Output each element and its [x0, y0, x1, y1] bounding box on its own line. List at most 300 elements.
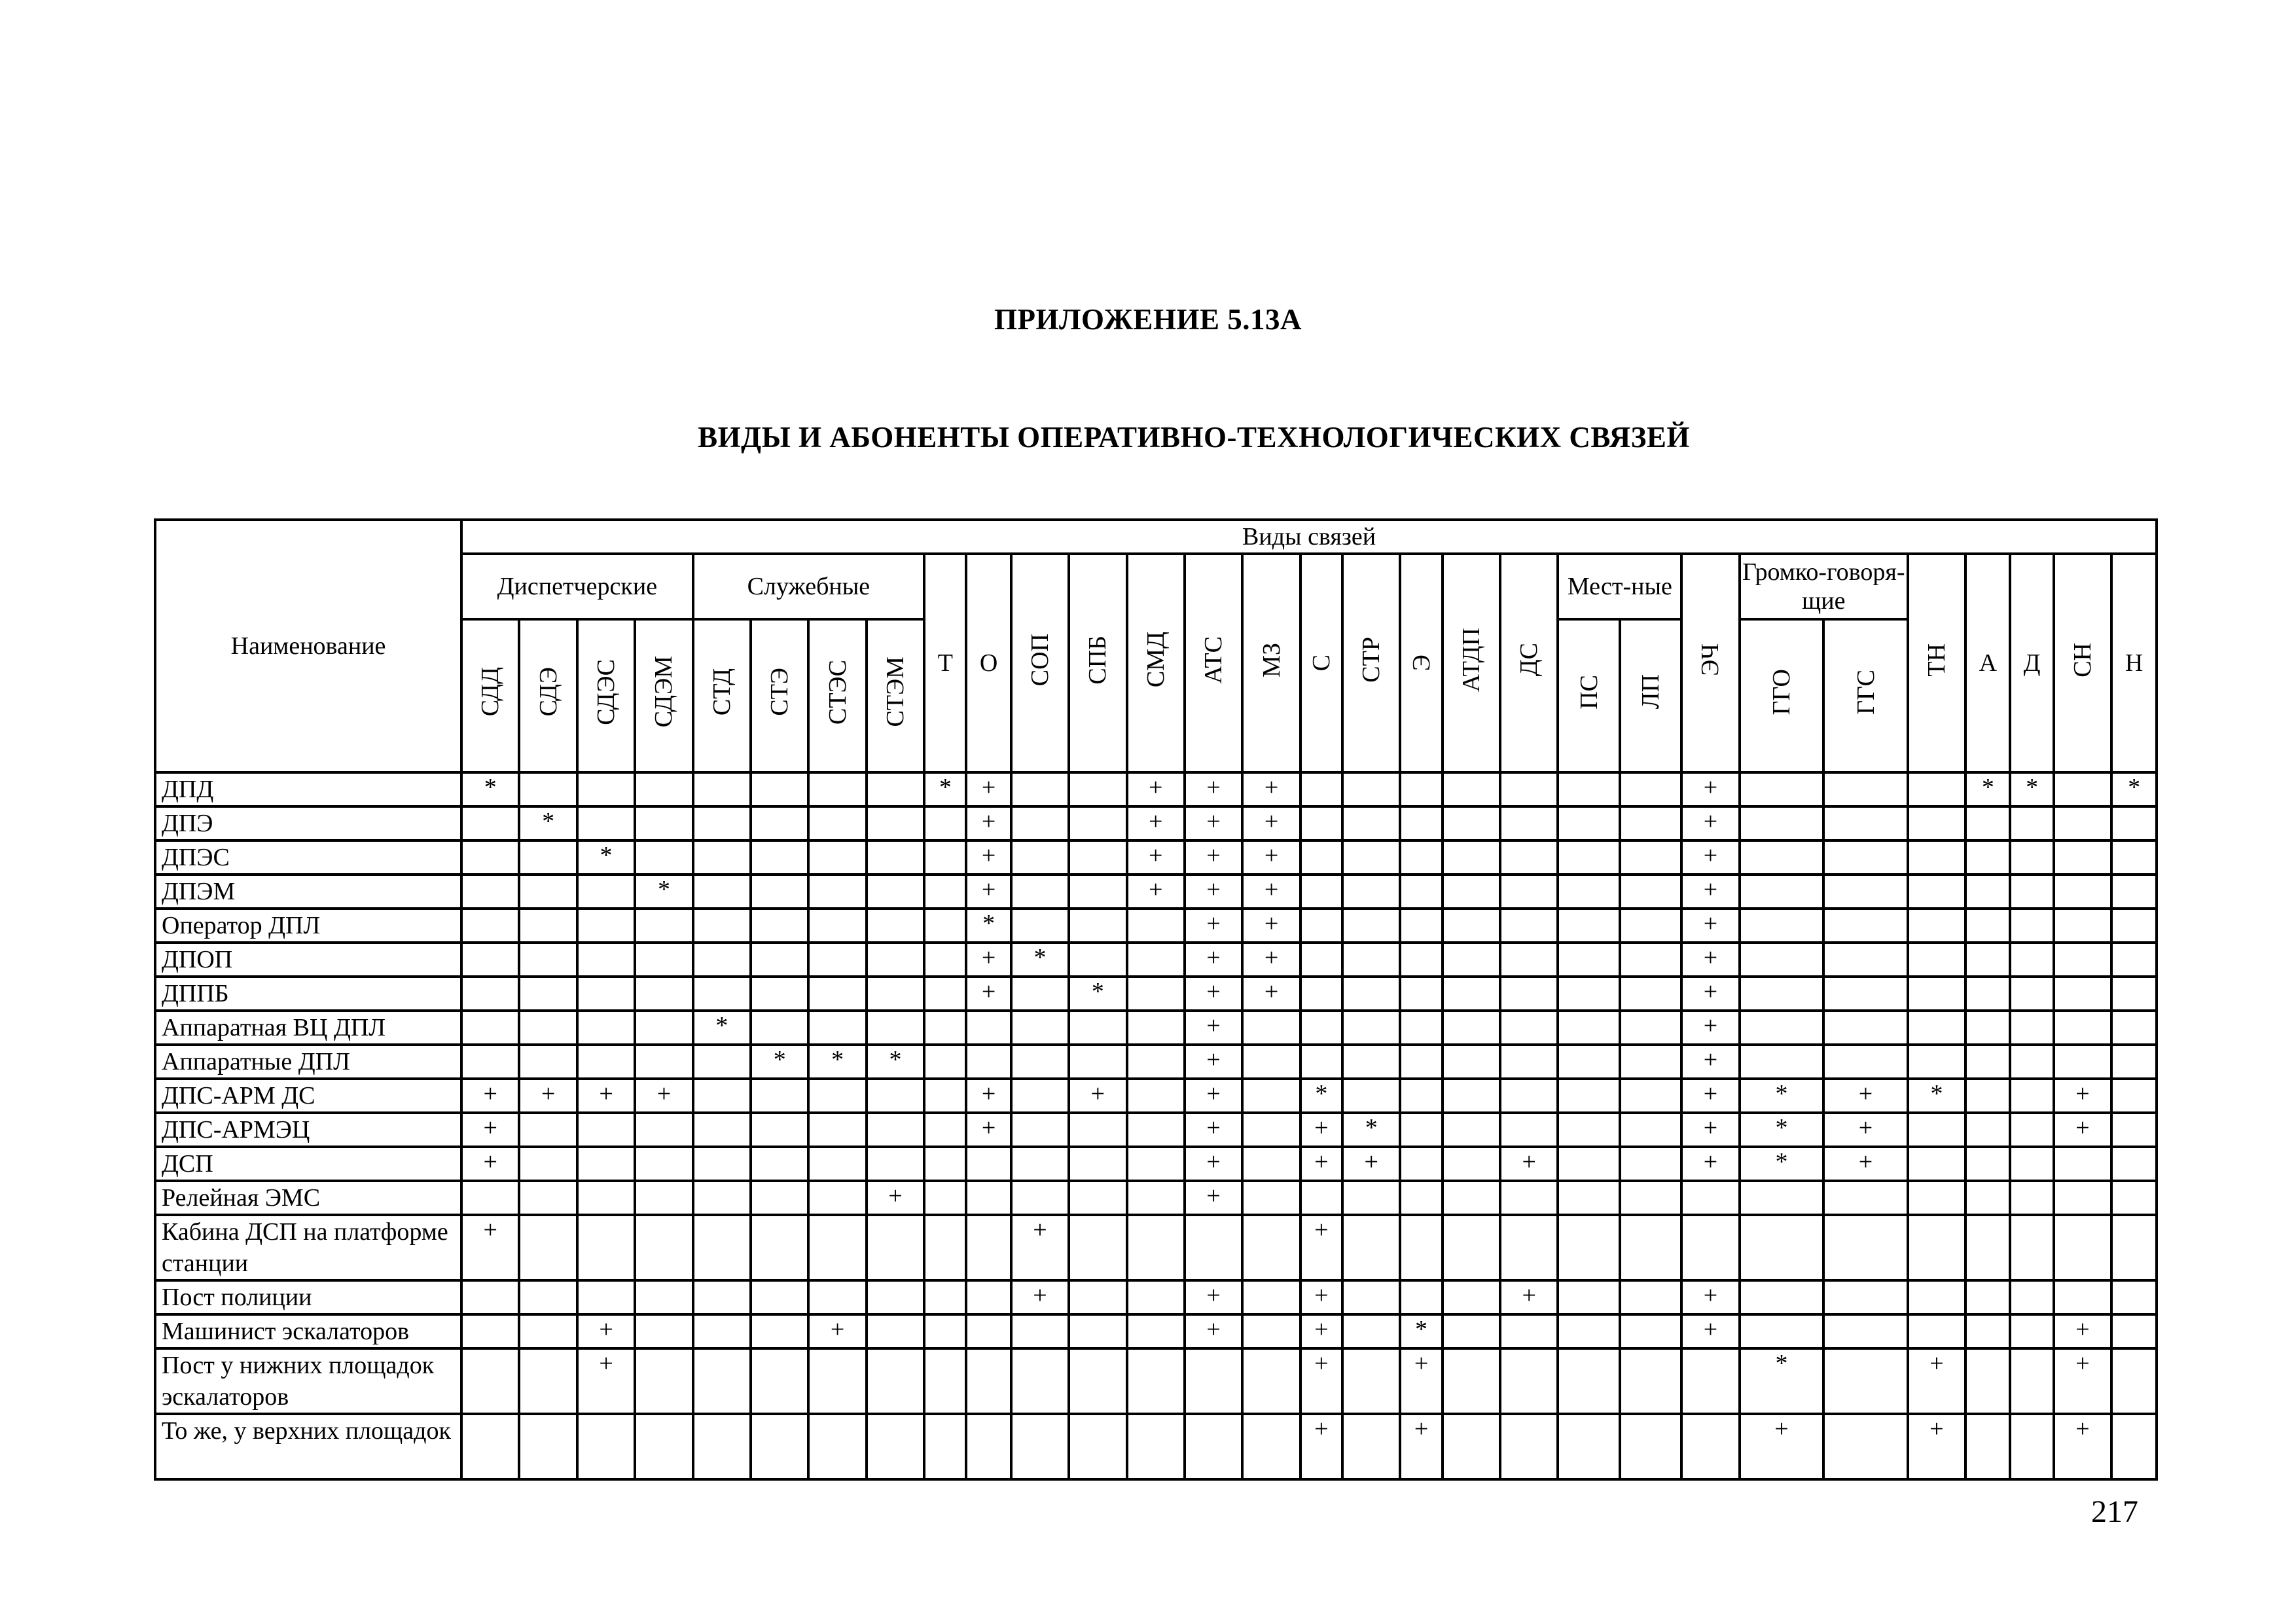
col-header-12 [1127, 554, 1185, 772]
row-name: ДПС-АРМ ДС [155, 1079, 461, 1113]
cell-сдэ [519, 1113, 577, 1147]
cell-э [1400, 875, 1442, 909]
cell-мз: + [1242, 772, 1300, 806]
cell-мз [1242, 1414, 1300, 1479]
cell-сн [2054, 977, 2111, 1011]
cell-стр [1342, 1280, 1400, 1314]
cell-эч: + [1681, 840, 1739, 875]
cell-стэм [867, 806, 924, 840]
cell-с: + [1300, 1280, 1342, 1314]
cell-о: + [966, 943, 1011, 977]
cell-дс [1500, 1414, 1558, 1479]
col-header-label: ПС [1575, 674, 1603, 710]
cell-сн: + [2054, 1314, 2111, 1348]
cell-э [1400, 977, 1442, 1011]
cell-спб [1069, 909, 1126, 943]
cell-лп [1620, 840, 1681, 875]
cell-стд [693, 1147, 751, 1181]
cell-э [1400, 909, 1442, 943]
cell-атс: + [1185, 772, 1242, 806]
cell-стд [693, 1348, 751, 1414]
cell-эч: + [1681, 772, 1739, 806]
cell-сдэм [635, 1147, 692, 1181]
cell-эч: + [1681, 1011, 1739, 1045]
cell-сн [2054, 1147, 2111, 1181]
cell-сдд: + [461, 1113, 519, 1147]
cell-с: + [1300, 1215, 1342, 1280]
cell-сдэ [519, 772, 577, 806]
cell-сдэс [577, 875, 635, 909]
cell-о: + [966, 875, 1011, 909]
cell-н [2111, 1079, 2157, 1113]
cell-с: + [1300, 1147, 1342, 1181]
cell-лп [1620, 943, 1681, 977]
cell-э [1400, 1280, 1442, 1314]
cell-эч: + [1681, 1045, 1739, 1079]
cell-т [924, 909, 966, 943]
cell-дс [1500, 1079, 1558, 1113]
cell-д [2010, 1045, 2053, 1079]
cell-смд [1127, 1414, 1185, 1479]
cell-с [1300, 1181, 1342, 1215]
row-name: ДПС-АРМЭЦ [155, 1113, 461, 1147]
cell-а [1965, 1045, 2010, 1079]
table-row [155, 1348, 2157, 1414]
cell-д [2010, 909, 2053, 943]
cell-сдэ [519, 1314, 577, 1348]
cell-дс [1500, 1314, 1558, 1348]
cell-сн [2054, 943, 2111, 977]
cell-атдп [1443, 1079, 1500, 1113]
cell-лп [1620, 1113, 1681, 1147]
col-header-label: ТН [1922, 643, 1950, 677]
cell-а [1965, 1215, 2010, 1280]
cell-т [924, 1113, 966, 1147]
cell-стэ [751, 875, 808, 909]
cell-лп [1620, 1045, 1681, 1079]
cell-мз [1242, 1079, 1300, 1113]
cell-сдэ [519, 977, 577, 1011]
cell-спб [1069, 840, 1126, 875]
cell-атдп [1443, 1414, 1500, 1479]
cell-мз: + [1242, 806, 1300, 840]
cell-д [2010, 1215, 2053, 1280]
cell-тн [1908, 1113, 1965, 1147]
col-header-2 [577, 619, 635, 772]
cell-стд [693, 840, 751, 875]
col-header-4 [693, 619, 751, 772]
cell-дс: + [1500, 1280, 1558, 1314]
cell-дс [1500, 806, 1558, 840]
col-header-label: СТЭС [823, 659, 852, 725]
row-name: То же, у верхних площадок [155, 1414, 461, 1479]
cell-соп [1011, 1181, 1069, 1215]
cell-мз [1242, 1314, 1300, 1348]
row-name: ДПЭС [155, 840, 461, 875]
cell-сдд: + [461, 1147, 519, 1181]
cell-н [2111, 1280, 2157, 1314]
cell-стд [693, 1079, 751, 1113]
cell-стр [1342, 1215, 1400, 1280]
cell-лп [1620, 1348, 1681, 1414]
cell-эч: + [1681, 1113, 1739, 1147]
cell-лп [1620, 772, 1681, 806]
cell-атс: + [1185, 1147, 1242, 1181]
cell-атдп [1443, 1181, 1500, 1215]
col-header-9: О [966, 554, 1011, 772]
cell-тн [1908, 840, 1965, 875]
cell-т [924, 1215, 966, 1280]
cell-стэм [867, 772, 924, 806]
communications-table [154, 518, 2158, 1481]
col-header-14 [1242, 554, 1300, 772]
cell-мз: + [1242, 943, 1300, 977]
col-header-20 [1558, 619, 1619, 772]
page-number: 217 [2091, 1494, 2138, 1529]
cell-т [924, 840, 966, 875]
cell-атдп [1443, 806, 1500, 840]
table-row [155, 943, 2157, 977]
cell-соп: * [1011, 943, 1069, 977]
cell-гго [1740, 1314, 1824, 1348]
header-row-1 [155, 520, 2157, 554]
cell-э: + [1400, 1348, 1442, 1414]
col-header-23 [1740, 619, 1824, 772]
cell-атс: + [1185, 840, 1242, 875]
cell-стэ [751, 943, 808, 977]
cell-тн: + [1908, 1348, 1965, 1414]
cell-э: * [1400, 1314, 1442, 1348]
cell-сдд [461, 1414, 519, 1479]
row-name: Пост у нижних площадок эскалаторов [155, 1348, 461, 1414]
cell-эч [1681, 1215, 1739, 1280]
cell-т [924, 1280, 966, 1314]
cell-дс [1500, 772, 1558, 806]
cell-с [1300, 1011, 1342, 1045]
col-header-label: ГГО [1767, 668, 1795, 715]
cell-сдэс: + [577, 1314, 635, 1348]
cell-сдэс [577, 772, 635, 806]
col-header-1 [519, 619, 577, 772]
cell-о: * [966, 909, 1011, 943]
cell-сн [2054, 772, 2111, 806]
cell-стэм [867, 1314, 924, 1348]
cell-о [966, 1045, 1011, 1079]
cell-эч: + [1681, 1314, 1739, 1348]
cell-пс [1558, 943, 1619, 977]
cell-о: + [966, 1113, 1011, 1147]
cell-стд [693, 875, 751, 909]
cell-сдэс [577, 806, 635, 840]
cell-д [2010, 1079, 2053, 1113]
cell-сдэ [519, 1414, 577, 1479]
cell-ггс [1823, 1215, 1908, 1280]
cell-гго [1740, 909, 1824, 943]
cell-атдп [1443, 1348, 1500, 1414]
cell-о: + [966, 1079, 1011, 1113]
cell-гго: * [1740, 1348, 1824, 1414]
cell-атдп [1443, 943, 1500, 977]
cell-пс [1558, 1113, 1619, 1147]
cell-сдд [461, 1045, 519, 1079]
cell-сдэм [635, 806, 692, 840]
table-row [155, 875, 2157, 909]
cell-стд [693, 1414, 751, 1479]
col-header-label: СДЭМ [650, 656, 678, 728]
cell-гго [1740, 977, 1824, 1011]
cell-соп [1011, 1314, 1069, 1348]
cell-стэс [808, 909, 866, 943]
col-header-label: ДС [1515, 643, 1543, 677]
cell-а [1965, 1314, 2010, 1348]
col-header-label: ЭЧ [1696, 643, 1725, 676]
cell-сдэс: + [577, 1079, 635, 1113]
cell-о: + [966, 806, 1011, 840]
cell-спб [1069, 1181, 1126, 1215]
cell-стр [1342, 1414, 1400, 1479]
cell-стэс [808, 1280, 866, 1314]
cell-стэм [867, 1414, 924, 1479]
row-name: ДПЭМ [155, 875, 461, 909]
cell-смд [1127, 1280, 1185, 1314]
cell-стэм [867, 840, 924, 875]
cell-стэм [867, 909, 924, 943]
cell-атс: + [1185, 1314, 1242, 1348]
cell-спб [1069, 1113, 1126, 1147]
cell-сдэ [519, 1348, 577, 1414]
cell-сдэ [519, 1280, 577, 1314]
cell-т [924, 806, 966, 840]
table-row [155, 806, 2157, 840]
cell-ггс [1823, 875, 1908, 909]
cell-сдэ [519, 875, 577, 909]
cell-спб [1069, 772, 1126, 806]
cell-с [1300, 1045, 1342, 1079]
cell-лп [1620, 1215, 1681, 1280]
cell-ггс [1823, 1280, 1908, 1314]
cell-смд [1127, 1181, 1185, 1215]
cell-сн: + [2054, 1414, 2111, 1479]
cell-сдэм [635, 1181, 692, 1215]
cell-мз [1242, 1045, 1300, 1079]
cell-стэ [751, 909, 808, 943]
cell-тн: + [1908, 1414, 1965, 1479]
cell-смд [1127, 1113, 1185, 1147]
cell-стэс [808, 806, 866, 840]
cell-о: + [966, 772, 1011, 806]
cell-дс [1500, 1348, 1558, 1414]
cell-соп [1011, 909, 1069, 943]
table-row [155, 1181, 2157, 1215]
cell-спб: + [1069, 1079, 1126, 1113]
row-name: Аппаратная ВЦ ДПЛ [155, 1011, 461, 1045]
cell-т [924, 1348, 966, 1414]
cell-ггс: + [1823, 1113, 1908, 1147]
cell-дс [1500, 875, 1558, 909]
cell-мз [1242, 1280, 1300, 1314]
cell-стэс [808, 1414, 866, 1479]
col-header-10 [1011, 554, 1069, 772]
cell-стр [1342, 840, 1400, 875]
cell-спб [1069, 1314, 1126, 1348]
cell-мз: + [1242, 840, 1300, 875]
cell-тн [1908, 1045, 1965, 1079]
cell-соп [1011, 840, 1069, 875]
cell-д [2010, 1280, 2053, 1314]
cell-соп [1011, 1348, 1069, 1414]
col-header-11 [1069, 554, 1126, 772]
cell-сдд [461, 909, 519, 943]
col-header-label: СДД [476, 667, 505, 717]
cell-ггс [1823, 943, 1908, 977]
cell-спб [1069, 1348, 1126, 1414]
cell-стэм [867, 1011, 924, 1045]
cell-атдп [1443, 1113, 1500, 1147]
cell-мз [1242, 1348, 1300, 1414]
cell-эч: + [1681, 1147, 1739, 1181]
cell-д [2010, 1348, 2053, 1414]
name-column-header: Наименование [155, 520, 461, 772]
cell-стд [693, 1215, 751, 1280]
cell-д [2010, 1314, 2053, 1348]
cell-сдд [461, 1348, 519, 1414]
cell-атс: + [1185, 1181, 1242, 1215]
cell-э [1400, 772, 1442, 806]
cell-пс [1558, 1348, 1619, 1414]
cell-д [2010, 1181, 2053, 1215]
cell-ггс [1823, 1314, 1908, 1348]
cell-атдп [1443, 1215, 1500, 1280]
row-name: ДСП [155, 1147, 461, 1181]
cell-спб [1069, 1045, 1126, 1079]
cell-смд [1127, 1079, 1185, 1113]
cell-гго [1740, 1011, 1824, 1045]
cell-смд [1127, 1348, 1185, 1414]
cell-сдэс [577, 1011, 635, 1045]
cell-а [1965, 1011, 2010, 1045]
cell-ггс [1823, 1181, 1908, 1215]
cell-стд [693, 1280, 751, 1314]
cell-стэ [751, 840, 808, 875]
table-row [155, 909, 2157, 943]
cell-лп [1620, 977, 1681, 1011]
cell-атдп [1443, 977, 1500, 1011]
cell-стэс [808, 943, 866, 977]
cell-н [2111, 943, 2157, 977]
row-name: ДПД [155, 772, 461, 806]
cell-мз [1242, 1181, 1300, 1215]
cell-стэ [751, 1011, 808, 1045]
cell-тн [1908, 1215, 1965, 1280]
cell-д [2010, 1147, 2053, 1181]
cell-тн: * [1908, 1079, 1965, 1113]
table-row [155, 977, 2157, 1011]
col-header-label: СТЭМ [882, 657, 909, 727]
cell-атс: + [1185, 1011, 1242, 1045]
cell-сдэм [635, 977, 692, 1011]
cell-дс [1500, 909, 1558, 943]
cell-сдэс [577, 1113, 635, 1147]
cell-спб [1069, 943, 1126, 977]
col-header-26: А [1965, 554, 2010, 772]
cell-сн [2054, 1181, 2111, 1215]
cell-пс [1558, 1280, 1619, 1314]
cell-эч: + [1681, 943, 1739, 977]
cell-смд [1127, 1147, 1185, 1181]
col-header-27: Д [2010, 554, 2053, 772]
cell-н [2111, 1113, 2157, 1147]
cell-сдэ [519, 1215, 577, 1280]
cell-э [1400, 1147, 1442, 1181]
col-header-label: ЛП [1637, 674, 1665, 710]
cell-гго [1740, 1181, 1824, 1215]
cell-стэм [867, 977, 924, 1011]
cell-сн [2054, 1280, 2111, 1314]
cell-а [1965, 1079, 2010, 1113]
cell-сдд [461, 840, 519, 875]
cell-э [1400, 1045, 1442, 1079]
cell-пс [1558, 977, 1619, 1011]
cell-о [966, 1215, 1011, 1280]
cell-а [1965, 1147, 2010, 1181]
cell-н: * [2111, 772, 2157, 806]
cell-эч [1681, 1348, 1739, 1414]
cell-эч: + [1681, 875, 1739, 909]
cell-сдэс [577, 1181, 635, 1215]
cell-стд [693, 943, 751, 977]
cell-сдэм [635, 1348, 692, 1414]
cell-спб [1069, 1147, 1126, 1181]
cell-сдд [461, 943, 519, 977]
cell-пс [1558, 1011, 1619, 1045]
row-name: Машинист эскалаторов [155, 1314, 461, 1348]
cell-стэс [808, 1181, 866, 1215]
cell-сдэм [635, 772, 692, 806]
cell-пс [1558, 772, 1619, 806]
cell-т [924, 1011, 966, 1045]
cell-лп [1620, 1181, 1681, 1215]
cell-сдэс [577, 1045, 635, 1079]
cell-гго: + [1740, 1414, 1824, 1479]
col-header-29: Н [2111, 554, 2157, 772]
cell-сн [2054, 1045, 2111, 1079]
cell-э [1400, 1079, 1442, 1113]
cell-тн [1908, 977, 1965, 1011]
cell-стр [1342, 1079, 1400, 1113]
cell-спб [1069, 875, 1126, 909]
cell-мз [1242, 1011, 1300, 1045]
cell-т [924, 1181, 966, 1215]
cell-соп: + [1011, 1280, 1069, 1314]
cell-д [2010, 840, 2053, 875]
cell-сдд: + [461, 1079, 519, 1113]
cell-дс [1500, 1045, 1558, 1079]
cell-мз [1242, 1147, 1300, 1181]
cell-ггс: + [1823, 1079, 1908, 1113]
cell-атс: + [1185, 1113, 1242, 1147]
cell-сдэ: * [519, 806, 577, 840]
cell-э [1400, 1181, 1442, 1215]
cell-атс [1185, 1414, 1242, 1479]
col-header-19 [1500, 554, 1558, 772]
cell-мз [1242, 1215, 1300, 1280]
local-group-header: Мест-ные [1558, 554, 1681, 619]
col-header-8: Т [924, 554, 966, 772]
cell-стэ [751, 1079, 808, 1113]
table-row [155, 1215, 2157, 1280]
cell-с: + [1300, 1414, 1342, 1479]
cell-лп [1620, 1414, 1681, 1479]
